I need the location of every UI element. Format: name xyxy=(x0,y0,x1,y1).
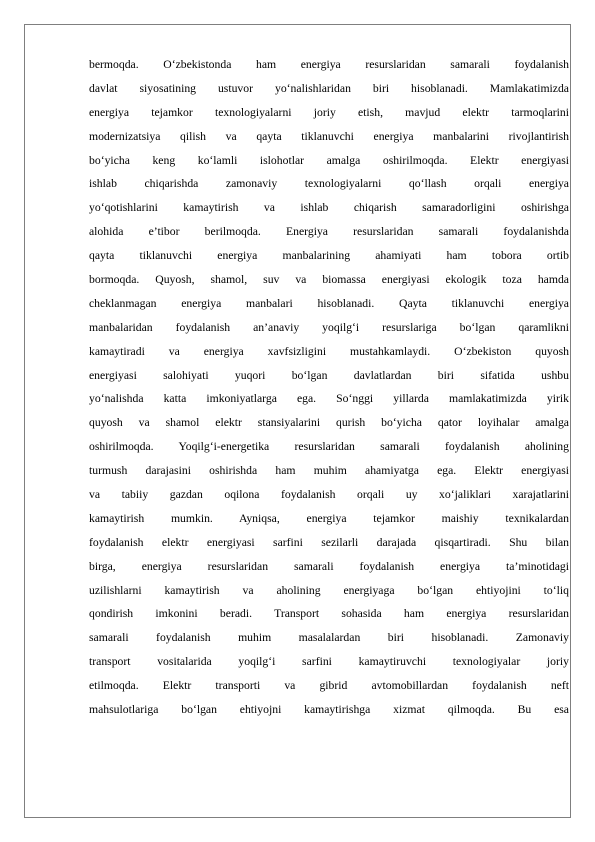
text-line: foydalanish elektr energiyasi sarfini sezilarli darajada qisqartiradi. Shu bilan xyxy=(89,535,569,549)
text-line: oshirilmoqda. Yoqilg‘i-energetika resurslaridan samarali foydalanish aholining xyxy=(89,440,569,454)
text-line: turmush darajasini oshirishda ham muhim ahamiyatga ega. Elektr energiyasi xyxy=(89,464,569,478)
text-line: qayta tiklanuvchi energiya manbalarining ahamiyati ham tobora ortib xyxy=(89,249,569,263)
text-line: birga, energiya resurslaridan samarali foydalanish energiya ta’minotidagi xyxy=(89,559,569,573)
body-text xyxy=(89,53,569,722)
text-line: alohida e’tibor berilmoqda. Energiya resurslaridan samarali foydalanishda xyxy=(89,225,569,239)
text-line: bo‘yicha keng ko‘lamli islohotlar amalga oshirilmoqda. Elektr energiyasi xyxy=(89,153,569,167)
text-line: bormoqda. Quyosh, shamol, suv va biomassa energiyasi ekologik toza hamda xyxy=(89,273,569,287)
text-line: kamaytiradi va energiya xavfsizligini mustahkamlaydi. O‘zbekiston quyosh xyxy=(89,344,569,358)
text-line: yo‘nalishda katta imkoniyatlarga ega. So‘nggi yillarda mamlakatimizda yirik xyxy=(89,392,569,406)
text-line: uzilishlarni kamaytirish va aholining energiyaga bo‘lgan ehtiyojini to‘liq xyxy=(89,583,569,597)
text-line: energiya tejamkor texnologiyalarni joriy etish, mavjud elektr tarmoqlarini xyxy=(89,105,569,119)
text-line: transport vositalarida yoqilg‘i sarfini kamaytiruvchi texnologiyalar joriy xyxy=(89,655,569,669)
text-line: bermoqda. O‘zbekistonda ham energiya resurslaridan samarali foydalanish xyxy=(89,58,569,71)
text-line: qondirish imkonini beradi. Transport sohasida ham energiya resurslaridan xyxy=(89,607,569,621)
text-line: va tabiiy gazdan oqilona foydalanish orqali uy xo‘jaliklari xarajatlarini xyxy=(89,488,569,502)
text-line: samarali foydalanish muhim masalalardan biri hisoblanadi. Zamonaviy xyxy=(89,631,569,645)
text-line: manbalaridan foydalanish an’anaviy yoqilg‘i resurslariga bo‘lgan qaramlikni xyxy=(89,320,569,334)
text-line: davlat siyosatining ustuvor yo‘nalishlaridan biri hisoblanadi. Mamlakatimizda xyxy=(89,81,569,95)
text-line: etilmoqda. Elektr transporti va gibrid avtomobillardan foydalanish neft xyxy=(89,679,569,693)
text-line: kamaytirish mumkin. Ayniqsa, energiya tejamkor maishiy texnikalardan xyxy=(89,511,569,525)
text-line: mahsulotlariga bo‘lgan ehtiyojni kamaytirishga xizmat qilmoqda. Bu esa xyxy=(89,703,569,717)
text-line: quyosh va shamol elektr stansiyalarini qurish bo‘yicha qator loyihalar amalga xyxy=(89,416,569,430)
text-line: energiyasi salohiyati yuqori bo‘lgan davlatlardan biri sifatida ushbu xyxy=(89,368,569,382)
text-line: modernizatsiya qilish va qayta tiklanuvchi energiya manbalarini rivojlantirish xyxy=(89,129,569,143)
text-line: ishlab chiqarishda zamonaviy texnologiyalarni qo‘llash orqali energiya xyxy=(89,177,569,191)
text-line: cheklanmagan energiya manbalari hisoblanadi. Qayta tiklanuvchi energiya xyxy=(89,296,569,310)
text-line: yo‘qotishlarini kamaytirish va ishlab chiqarish samaradorligini oshirishga xyxy=(89,201,569,215)
